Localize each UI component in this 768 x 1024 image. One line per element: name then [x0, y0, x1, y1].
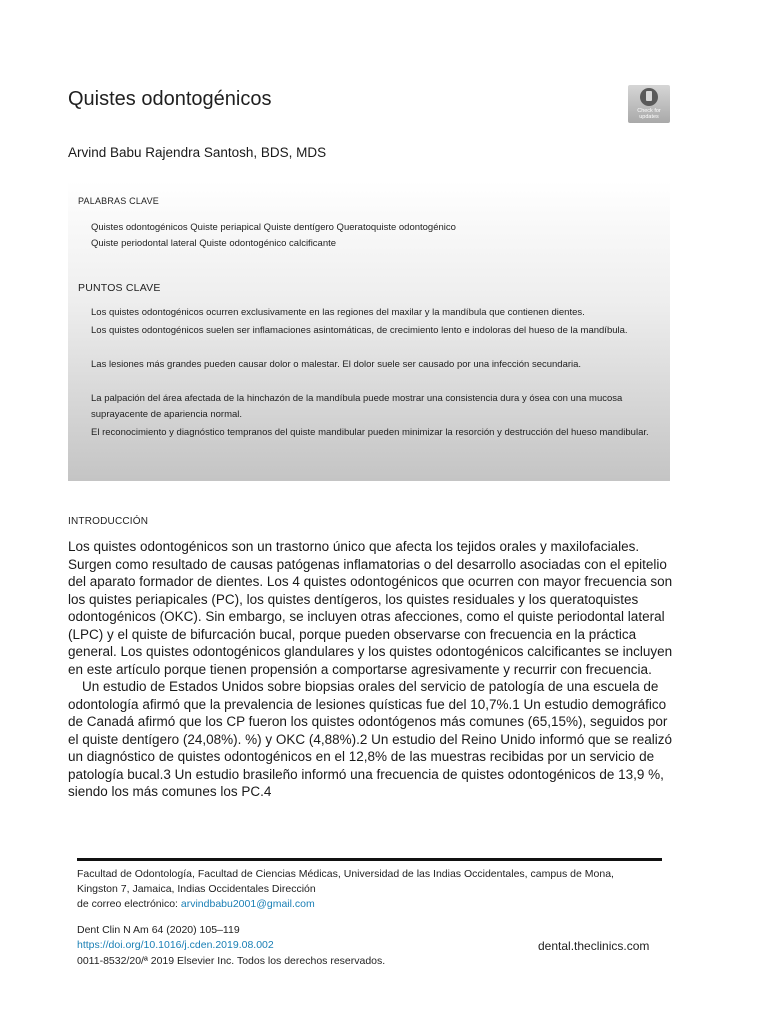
introduction-body: [68, 538, 678, 801]
journal-citation: Dent Clin N Am 64 (2020) 105–119: [77, 924, 240, 936]
key-point-item: Las lesiones más grandes pueden causar dolor o malestar. El dolor suele ser causado por una infección secundaria.: [91, 359, 582, 370]
article-title: Quistes odontogénicos: [68, 88, 272, 110]
intro-paragraph-2: Un estudio de Estados Unidos sobre biopsias orales del servicio de patología de una escuela de odontología afirmó que la prevalencia de lesiones quísticas fue del 10,7%.1 Un estudio demográfico de Canadá afirmó que los CP fueron los quistes odontógenos más comunes (65,15%), seguidos por el quiste dentígero (24,08%). %) y OKC (4,88%).2 Un estudio del Reino Unido informó que se realizó un diagnóstico de quistes odontogénicos en el 12,8% de las muestras recibidas por un servicio de patología bucal.3 Un estudio brasileño informó una frecuencia de quistes odontogénicos de 13,9 %, siendo los más comunes los PC.4: [68, 679, 673, 799]
footnote-divider: [77, 858, 662, 861]
key-points-heading: PUNTOS CLAVE: [78, 282, 161, 294]
email-link[interactable]: arvindbabu2001@gmail.com: [180, 898, 315, 910]
keywords-line-2: Quiste periodontal lateral Quiste odontogénico calcificante: [91, 238, 337, 249]
key-point-item: El reconocimiento y diagnóstico tempranos del quiste mandibular pueden minimizar la resorción y destrucción del hueso mandibular.: [91, 427, 649, 438]
check-for-updates-icon: [640, 88, 658, 106]
doi-link[interactable]: https://doi.org/10.1016/j.cden.2019.08.002: [77, 939, 274, 951]
journal-website[interactable]: dental.theclinics.com: [538, 939, 650, 953]
affiliation-line-1: Facultad de Odontología, Facultad de Ciencias Médicas, Universidad de las Indias Occidentales, campus de Mona,: [77, 868, 614, 880]
affiliation-line-2: Kingston 7, Jamaica, Indias Occidentales Dirección: [77, 883, 316, 895]
key-point-item: La palpación del área afectada de la hinchazón de la mandíbula puede mostrar una consistencia dura y ósea con una mucosa suprayacente de apariencia normal.: [91, 393, 623, 420]
keywords-heading: PALABRAS CLAVE: [78, 196, 160, 206]
badge-line2: updates: [639, 114, 659, 120]
badge-line1: Check for: [637, 108, 661, 114]
check-for-updates-badge[interactable]: [628, 85, 670, 123]
email-label: de correo electrónico:: [77, 898, 181, 910]
keywords-line-1: Quistes odontogénicos Quiste periapical Quiste dentígero Queratoquiste odontogénico: [91, 222, 456, 233]
intro-paragraph-1: Los quistes odontogénicos son un trastorno único que afecta los tejidos orales y maxilofaciales. Surgen como resultado de causas patógenas inflamatorias o del desarrollo asociadas con el epitelio del aparato formador de dientes. Los 4 quistes odontogénicos que ocurren con mayor frecuencia son los quistes periapicales (PC), los quistes dentígeros, los quistes residuales y los queratoquistes odontogénicos (OKC). Sin embargo, se incluyen otras afecciones, como el quiste periodontal lateral (LPC) y el quiste de bifurcación bucal, porque pueden observarse con frecuencia en la práctica general. Los quistes odontogénicos glandulares y los quistes odontogénicos calcificantes se incluyen en este artículo porque tienen propensión a comportarse agresivamente y recurrir con frecuencia.: [68, 539, 673, 677]
email-line: [77, 898, 315, 910]
key-point-item: Los quistes odontogénicos ocurren exclusivamente en las regiones del maxilar y la mandíbula que contienen dientes.: [91, 307, 585, 318]
author-line: Arvind Babu Rajendra Santosh, BDS, MDS: [68, 145, 327, 160]
key-point-item: Los quistes odontogénicos suelen ser inflamaciones asintomáticas, de crecimiento lento e indoloras del hueso de la mandíbula.: [91, 325, 628, 336]
copyright-notice: 0011-8532/20/ª 2019 Elsevier Inc. Todos los derechos reservados.: [77, 955, 386, 967]
introduction-heading: INTRODUCCIÓN: [68, 516, 149, 527]
badge-text: [637, 108, 661, 120]
